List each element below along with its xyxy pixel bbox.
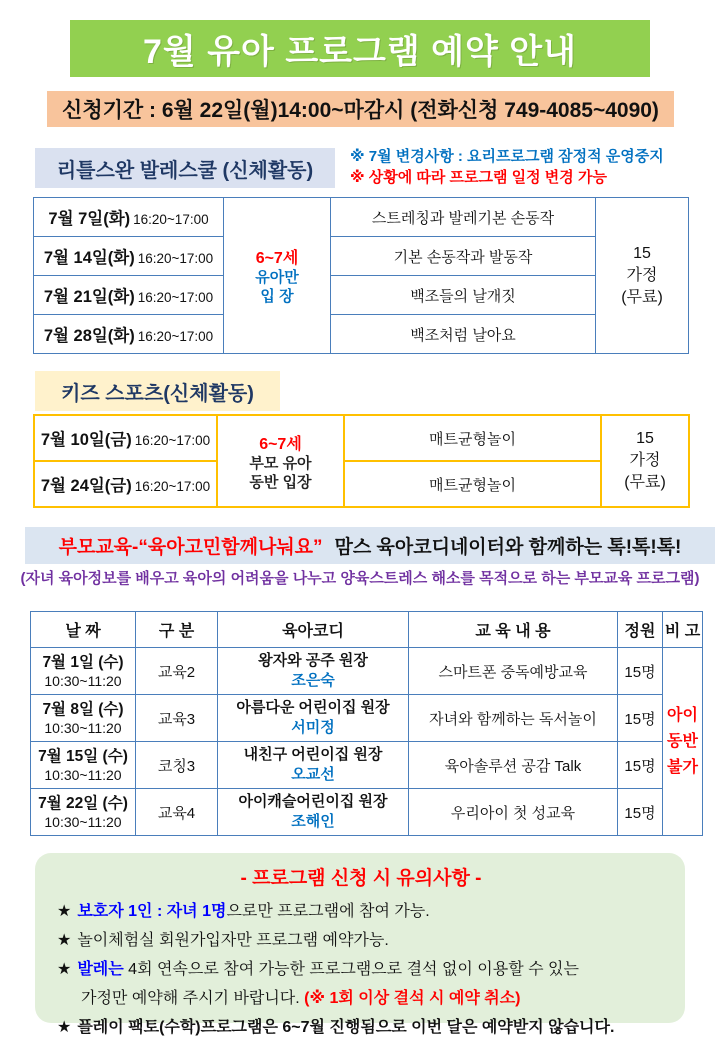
column-header-date: 날 짜 bbox=[31, 612, 136, 648]
session-date-cell: 7월 8일 (수) 10:30~11:20 bbox=[31, 695, 136, 742]
page-title: 7월 유아 프로그램 예약 안내 bbox=[70, 20, 650, 77]
table-row bbox=[31, 648, 703, 695]
session-date-cell: 7월 15일 (수) 10:30~11:20 bbox=[31, 742, 136, 789]
application-notes-box bbox=[35, 853, 685, 1036]
session-content-cell: 백조들의 날개짓 bbox=[331, 276, 596, 315]
session-date-cell: 7월 22일 (수) 10:30~11:20 bbox=[31, 789, 136, 836]
capacity-cell: 15 가정 (무료) bbox=[601, 415, 689, 507]
notes-title: - 프로그램 신청 시 유의사항 - bbox=[240, 868, 482, 889]
age-entry-cell bbox=[224, 198, 331, 354]
session-content-cell: 매트균형놀이 bbox=[344, 461, 601, 507]
note-cell: 아이 동반 불가 bbox=[663, 648, 703, 836]
note-line-4: ★ 플레이 팩토(수학)프로그램은 6~7월 진행됨으로 이번 달은 예약받지 않습니다. bbox=[57, 1019, 615, 1036]
session-content-cell: 스마트폰 중독예방교육 bbox=[409, 648, 618, 695]
note-line-1: ★ 보호자 1인 : 자녀 1명으로만 프로그램에 참여 가능. bbox=[57, 903, 430, 920]
table-row bbox=[34, 315, 689, 354]
entry-rule-line1: 유아만 bbox=[255, 269, 299, 286]
apply-period-banner: 신청기간 : 6월 22일(월)14:00~마감시 (전화신청 749-4085~4090) bbox=[47, 91, 674, 127]
session-date-cell: 7월 14일(화) 16:20~17:00 bbox=[34, 237, 224, 276]
parent-education-subtitle: (자녀 육아정보를 배우고 육아의 어려움을 나누고 양육스트레스 해소를 목적으로 하는 부모교육 프로그램) bbox=[20, 570, 700, 587]
notice-schedule-change: ※ 상황에 따라 프로그램 일정 변경 가능 bbox=[350, 169, 607, 186]
parent-education-title-red: 부모교육-“육아고민함께나눠요” bbox=[58, 537, 323, 558]
session-content-cell: 자녀와 함께하는 독서놀이 bbox=[409, 695, 618, 742]
column-header-capacity: 정원 bbox=[618, 612, 663, 648]
table-row bbox=[34, 461, 689, 507]
category-cell: 코칭3 bbox=[136, 742, 218, 789]
age-range: 6~7세 bbox=[255, 250, 299, 267]
ballet-schedule-table bbox=[33, 197, 689, 354]
section-title-parent-education bbox=[25, 527, 715, 564]
table-row bbox=[34, 237, 689, 276]
capacity-cell: 15명 bbox=[618, 742, 663, 789]
session-content-cell: 기본 손동작과 발동작 bbox=[331, 237, 596, 276]
age-range: 6~7세 bbox=[259, 435, 302, 453]
coordinator-cell: 왕자와 공주 원장 조은숙 bbox=[218, 648, 409, 695]
session-content-cell: 백조처럼 날아요 bbox=[331, 315, 596, 354]
session-date-cell: 7월 7일(화) 16:20~17:00 bbox=[34, 198, 224, 237]
table-header-row bbox=[31, 612, 703, 648]
category-cell: 교육3 bbox=[136, 695, 218, 742]
change-notices bbox=[350, 146, 716, 188]
table-row bbox=[31, 789, 703, 836]
star-icon: ★ bbox=[57, 961, 72, 978]
parent-education-table bbox=[30, 611, 703, 836]
session-content-cell: 매트균형놀이 bbox=[344, 415, 601, 461]
session-content-cell: 스트레칭과 발레기본 손동작 bbox=[331, 198, 596, 237]
star-icon: ★ bbox=[57, 932, 72, 949]
star-icon: ★ bbox=[57, 1019, 72, 1036]
notice-cooking-suspended: ※ 7월 변경사항 : 요리프로그램 잠정적 운영중지 bbox=[350, 148, 664, 165]
capacity-cell: 15 가정 (무료) bbox=[596, 198, 689, 354]
session-date-cell: 7월 21일(화) 16:20~17:00 bbox=[34, 276, 224, 315]
capacity-cell: 15명 bbox=[618, 695, 663, 742]
column-header-coordinator: 육아코디 bbox=[218, 612, 409, 648]
capacity-cell: 15명 bbox=[618, 648, 663, 695]
note-line-2: ★ 놀이체험실 회원가입자만 프로그램 예약가능. bbox=[57, 932, 389, 949]
column-header-note: 비 고 bbox=[663, 612, 703, 648]
entry-rule-line1: 부모 유아 bbox=[249, 454, 312, 472]
star-icon: ★ bbox=[57, 903, 72, 920]
session-date-cell: 7월 28일(화) 16:20~17:00 bbox=[34, 315, 224, 354]
kids-sports-schedule-table bbox=[33, 414, 690, 508]
coordinator-cell: 내친구 어린이집 원장 오교선 bbox=[218, 742, 409, 789]
capacity-cell: 15명 bbox=[618, 789, 663, 836]
coordinator-cell: 아이캐슬어린이집 원장 조해인 bbox=[218, 789, 409, 836]
entry-rule-line2: 동반 입장 bbox=[249, 473, 312, 491]
category-cell: 교육2 bbox=[136, 648, 218, 695]
column-header-category: 구 분 bbox=[136, 612, 218, 648]
table-row bbox=[34, 276, 689, 315]
note-line-3-continued: 가정만 예약해 주시기 바랍니다. (※ 1회 이상 결석 시 예약 취소) bbox=[81, 990, 521, 1007]
session-date-cell: 7월 1일 (수) 10:30~11:20 bbox=[31, 648, 136, 695]
session-date-cell: 7월 24일(금) 16:20~17:00 bbox=[34, 461, 217, 507]
coordinator-cell: 아름다운 어린이집 원장 서미정 bbox=[218, 695, 409, 742]
section-title-kids-sports: 키즈 스포츠(신체활동) bbox=[35, 371, 280, 411]
table-row bbox=[31, 695, 703, 742]
session-date-cell: 7월 10일(금) 16:20~17:00 bbox=[34, 415, 217, 461]
session-content-cell: 우리아이 첫 성교육 bbox=[409, 789, 618, 836]
parent-education-title-black: 맘스 육아코디네이터와 함께하는 톡!톡!톡! bbox=[334, 537, 682, 558]
table-row bbox=[34, 198, 689, 237]
session-content-cell: 육아솔루션 공감 Talk bbox=[409, 742, 618, 789]
note-line-3: ★ 발레는 4회 연속으로 참여 가능한 프로그램으로 결석 없이 이용할 수 있는 bbox=[57, 961, 579, 978]
table-row bbox=[34, 415, 689, 461]
section-title-ballet: 리틀스완 발레스쿨 (신체활동) bbox=[35, 148, 335, 188]
age-entry-cell bbox=[217, 415, 344, 507]
entry-rule-line2: 입 장 bbox=[260, 288, 294, 305]
column-header-content: 교 육 내 용 bbox=[409, 612, 618, 648]
table-row bbox=[31, 742, 703, 789]
category-cell: 교육4 bbox=[136, 789, 218, 836]
